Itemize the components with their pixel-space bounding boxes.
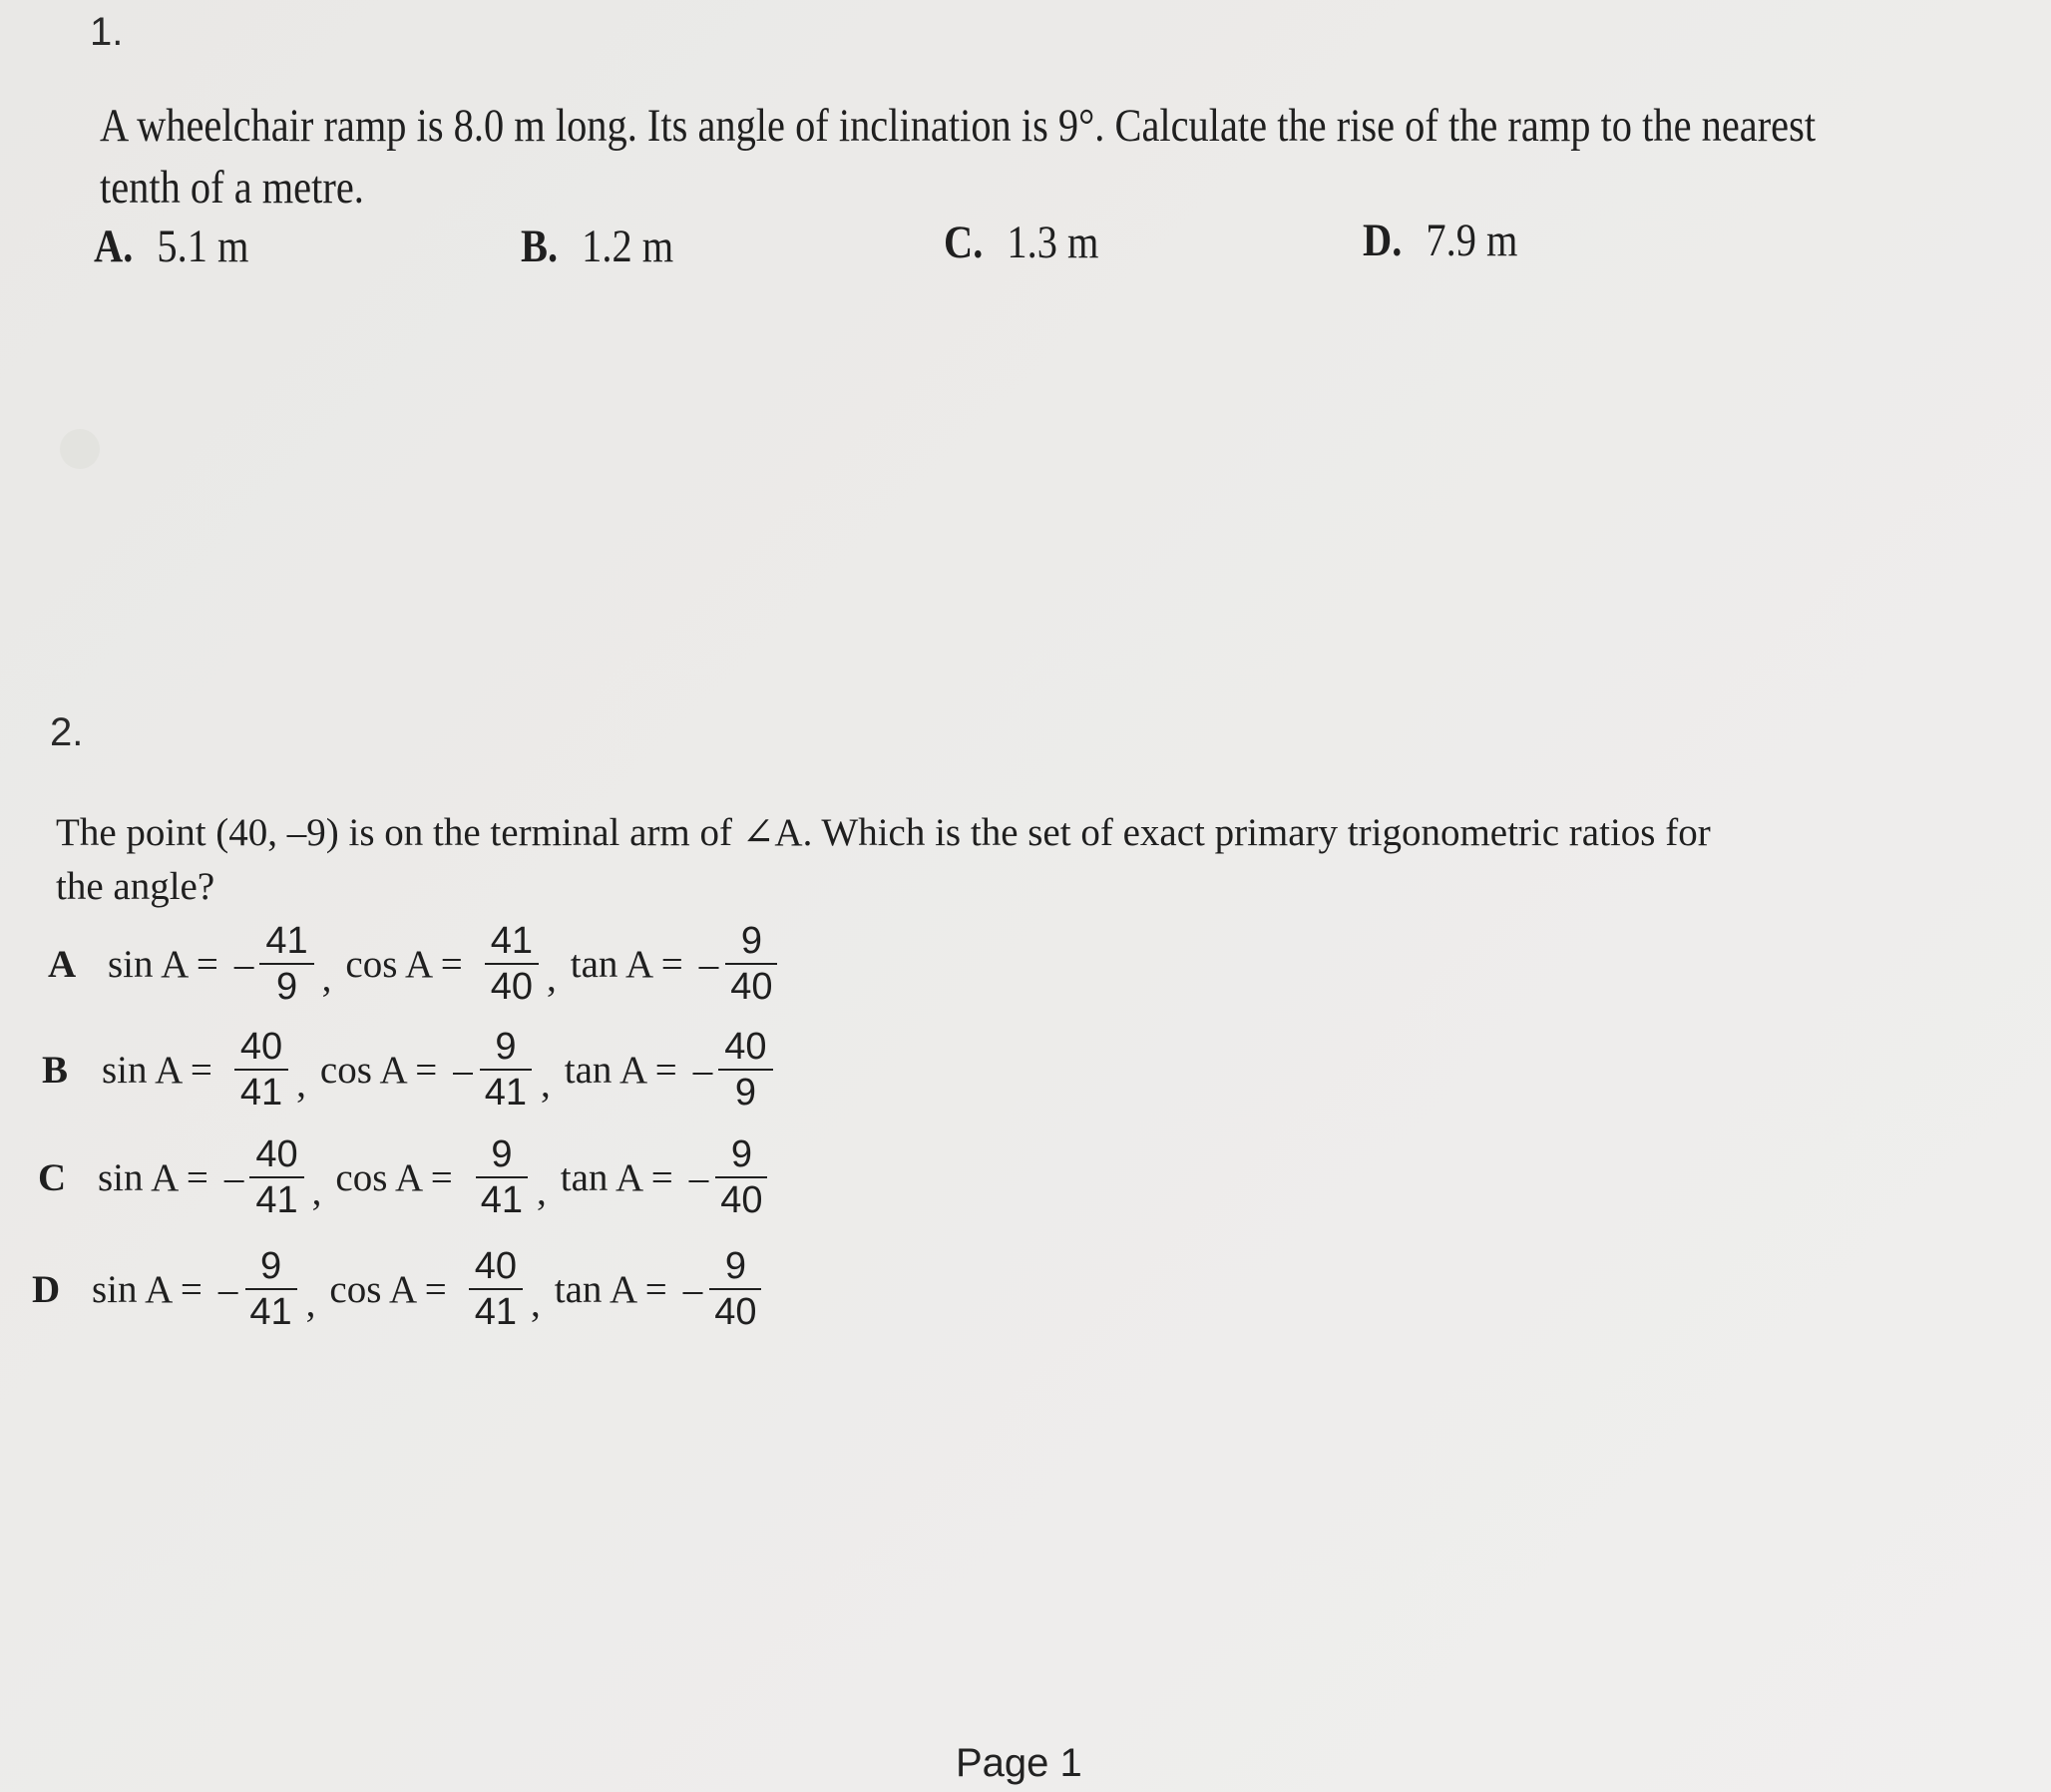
question-1-option-c[interactable] xyxy=(944,216,1098,269)
tan-fraction: $\frac{40}{9}$ xyxy=(718,1025,772,1115)
question-2-number: 2. xyxy=(50,710,84,754)
question-1-option-b[interactable] xyxy=(521,220,673,273)
page-number: Page 1 xyxy=(956,1741,1082,1785)
sin-expression: sin A = – $\frac{41}{9}$ , xyxy=(108,920,332,1008)
cos-expression: cos A = $\frac{41}{40}$ , xyxy=(345,920,557,1008)
cos-expression: cos A = – $\frac{9}{41}$ , xyxy=(319,1026,551,1114)
option-letter: B xyxy=(42,1048,69,1092)
option-text: 1.2 m xyxy=(582,221,674,272)
tan-expression: tan A = – $\frac{9}{40}$ xyxy=(571,919,783,1009)
question-1-option-d[interactable] xyxy=(1363,214,1517,267)
cos-fraction: $\frac{40}{41}$ xyxy=(469,1244,523,1334)
sin-fraction: $\frac{41}{9}$ xyxy=(259,919,313,1009)
option-letter: A. xyxy=(94,221,134,272)
option-letter: C. xyxy=(944,217,984,268)
cos-fraction: $\frac{41}{40}$ xyxy=(485,919,539,1009)
option-letter: B. xyxy=(521,221,559,272)
question-1-stem xyxy=(100,95,1817,219)
sin-fraction: $\frac{40}{41}$ xyxy=(234,1025,288,1115)
tan-fraction: $\frac{9}{40}$ xyxy=(708,1244,762,1334)
tan-expression: tan A = – $\frac{40}{9}$ xyxy=(565,1025,777,1115)
question-2-option-c[interactable] xyxy=(38,1127,773,1227)
question-2-option-d[interactable] xyxy=(32,1239,767,1339)
cos-expression: cos A = $\frac{40}{41}$ , xyxy=(329,1245,541,1333)
bleed-through-mark xyxy=(60,429,100,469)
question-2-option-a[interactable] xyxy=(48,914,783,1014)
sin-expression: sin A = – $\frac{9}{41}$ , xyxy=(92,1245,316,1333)
cos-expression: cos A = $\frac{9}{41}$ , xyxy=(335,1133,547,1221)
option-letter: D. xyxy=(1363,215,1403,266)
option-letter: A xyxy=(48,942,77,986)
sin-fraction: $\frac{40}{41}$ xyxy=(249,1132,303,1222)
tan-fraction: $\frac{9}{40}$ xyxy=(724,919,778,1009)
option-letter: C xyxy=(38,1155,67,1199)
option-text: 1.3 m xyxy=(1007,217,1099,268)
question-2-stem-line-1: The point (40, –9) is on the terminal arm of ∠A. Which is the set of exact primary trigonometric ratios for xyxy=(56,811,1711,854)
sin-expression: sin A = $\frac{40}{41}$ , xyxy=(102,1026,306,1114)
question-1-option-a[interactable] xyxy=(94,220,248,273)
question-2-stem xyxy=(56,806,2041,914)
question-1-stem-line-1: A wheelchair ramp is 8.0 m long. Its angle of inclination is 9°. Calculate the rise of the ramp to the nearest xyxy=(100,100,1817,152)
option-text: 5.1 m xyxy=(157,221,249,272)
question-1-number: 1. xyxy=(90,10,124,54)
option-letter: D xyxy=(32,1267,61,1311)
tan-fraction: $\frac{9}{40}$ xyxy=(714,1132,768,1222)
tan-expression: tan A = – $\frac{9}{40}$ xyxy=(561,1132,773,1222)
question-2-stem-line-2: the angle? xyxy=(56,865,215,908)
sin-expression: sin A = – $\frac{40}{41}$ , xyxy=(98,1133,322,1221)
sin-fraction: $\frac{9}{41}$ xyxy=(243,1244,297,1334)
tan-expression: tan A = – $\frac{9}{40}$ xyxy=(555,1244,767,1334)
option-text: 7.9 m xyxy=(1426,215,1518,266)
question-2-option-b[interactable] xyxy=(42,1020,777,1120)
question-1-stem-line-2: tenth of a metre. xyxy=(100,162,364,214)
cos-fraction: $\frac{9}{41}$ xyxy=(475,1132,529,1222)
cos-fraction: $\frac{9}{41}$ xyxy=(479,1025,533,1115)
